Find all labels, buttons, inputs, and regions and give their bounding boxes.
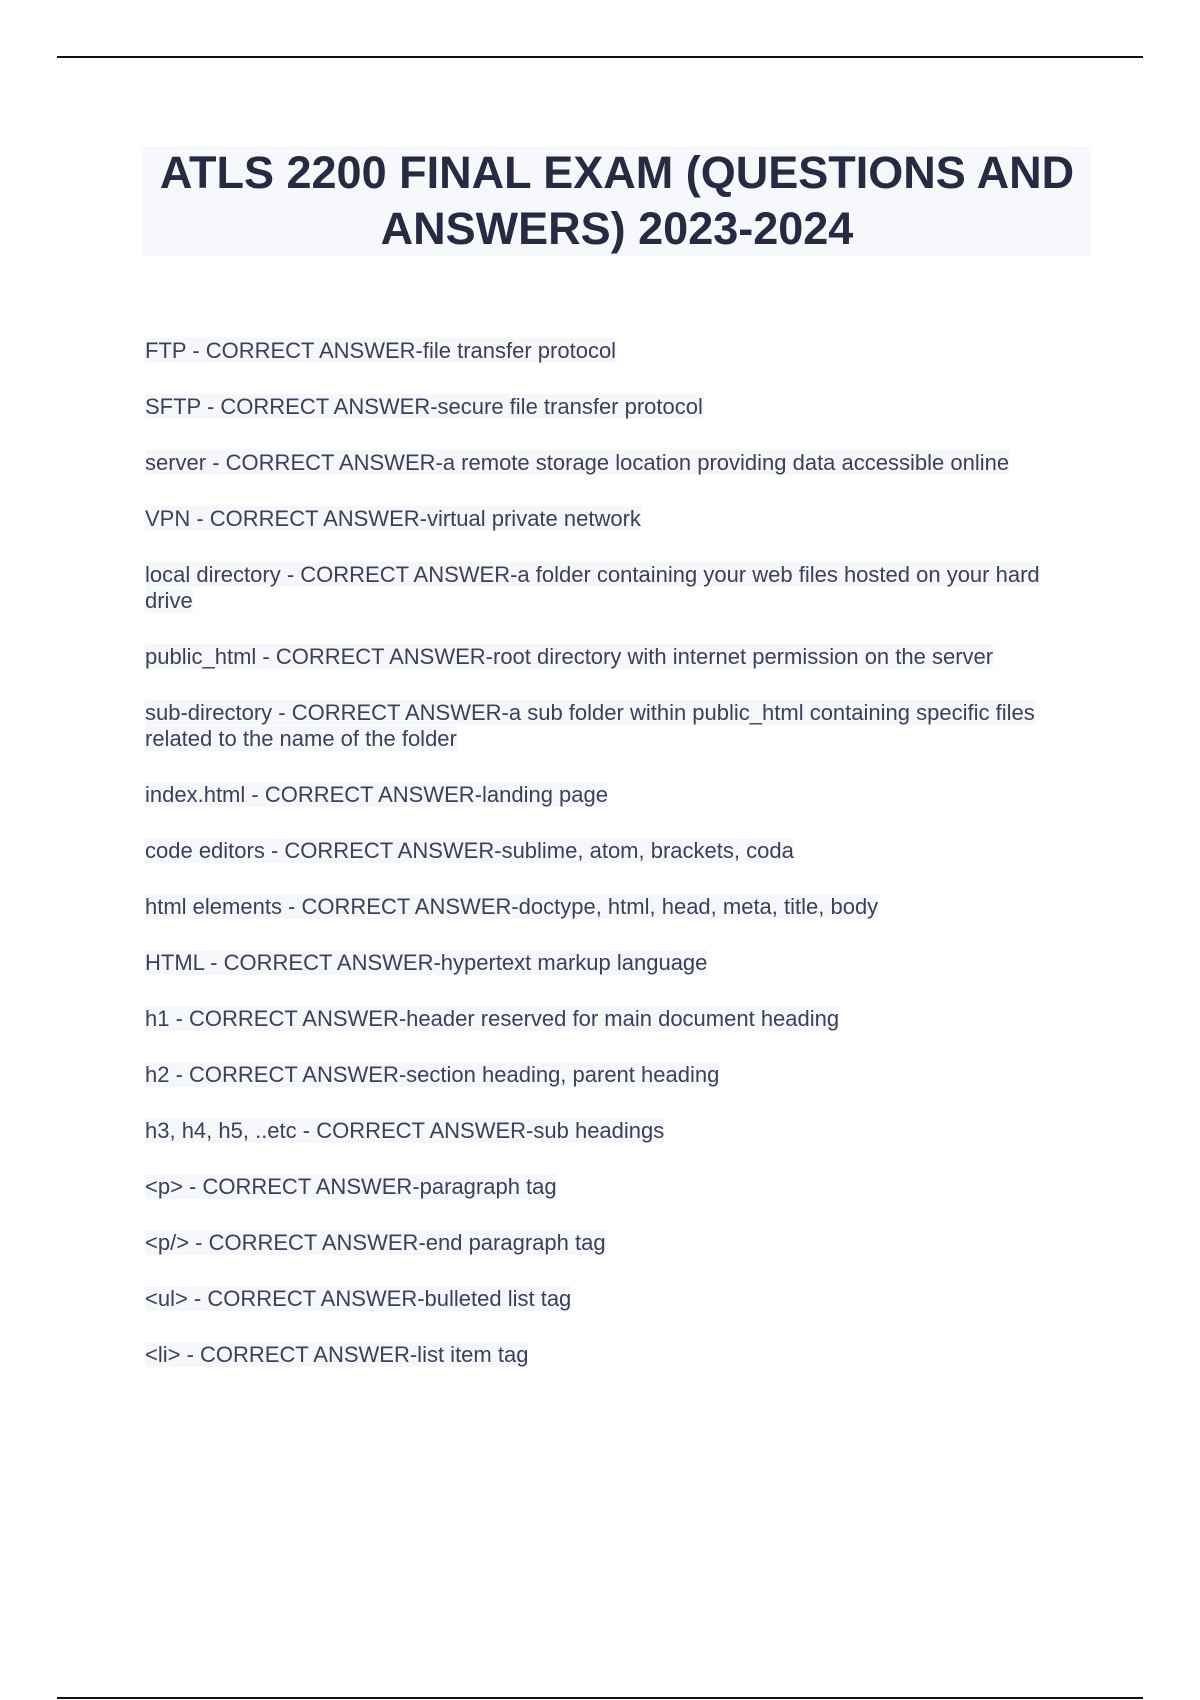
qa-item [145,338,1085,364]
qa-item-text: html elements - CORRECT ANSWER-doctype, html, head, meta, title, body [145,894,879,919]
qa-item-text: HTML - CORRECT ANSWER-hypertext markup language [145,950,708,975]
bottom-rule [57,1697,1143,1699]
qa-item-text: <p/> - CORRECT ANSWER-end paragraph tag [145,1230,606,1255]
qa-item [145,1342,1085,1368]
qa-item-text: <p> - CORRECT ANSWER-paragraph tag [145,1174,557,1199]
qa-item-text: FTP - CORRECT ANSWER-file transfer protocol [145,338,617,363]
qa-item [145,1006,1085,1032]
qa-item-text: <li> - CORRECT ANSWER-list item tag [145,1342,529,1367]
qa-item [145,450,1085,476]
qa-item-text: SFTP - CORRECT ANSWER-secure file transfer protocol [145,394,703,419]
title-block [143,146,1091,256]
qa-item-text: VPN - CORRECT ANSWER-virtual private network [145,506,641,531]
qa-item-text: code editors - CORRECT ANSWER-sublime, atom, brackets, coda [145,838,794,863]
qa-item [145,394,1085,420]
qa-item-text: server - CORRECT ANSWER-a remote storage location providing data accessible online [145,450,1010,475]
qa-item-text: h3, h4, h5, ..etc - CORRECT ANSWER-sub headings [145,1118,665,1143]
qa-item-text: local directory - CORRECT ANSWER-a folder containing your web files hosted on your hard drive [145,562,1040,613]
top-rule [57,56,1143,58]
qa-item [145,506,1085,532]
qa-item-text: sub-directory - CORRECT ANSWER-a sub folder within public_html containing specific files related to the name of the folder [145,700,1035,751]
qa-item [145,644,1085,670]
qa-item [145,1118,1085,1144]
qa-item-text: index.html - CORRECT ANSWER-landing page [145,782,608,807]
qa-item-text: <ul> - CORRECT ANSWER-bulleted list tag [145,1286,572,1311]
qa-item [145,894,1085,920]
qa-item [145,838,1085,864]
qa-item-text: h2 - CORRECT ANSWER-section heading, parent heading [145,1062,720,1087]
qa-item [145,782,1085,808]
qa-item [145,1062,1085,1088]
qa-item [145,950,1085,976]
document-title: ATLS 2200 FINAL EXAM (QUESTIONS AND ANSWERS) 2023-2024 [159,147,1075,254]
qa-item [145,1174,1085,1200]
qa-item [145,700,1085,752]
qa-item [145,1286,1085,1312]
qa-item-text: public_html - CORRECT ANSWER-root directory with internet permission on the server [145,644,994,669]
qa-item [145,1230,1085,1256]
qa-item [145,562,1085,614]
qa-list [145,338,1085,1398]
qa-item-text: h1 - CORRECT ANSWER-header reserved for main document heading [145,1006,840,1031]
